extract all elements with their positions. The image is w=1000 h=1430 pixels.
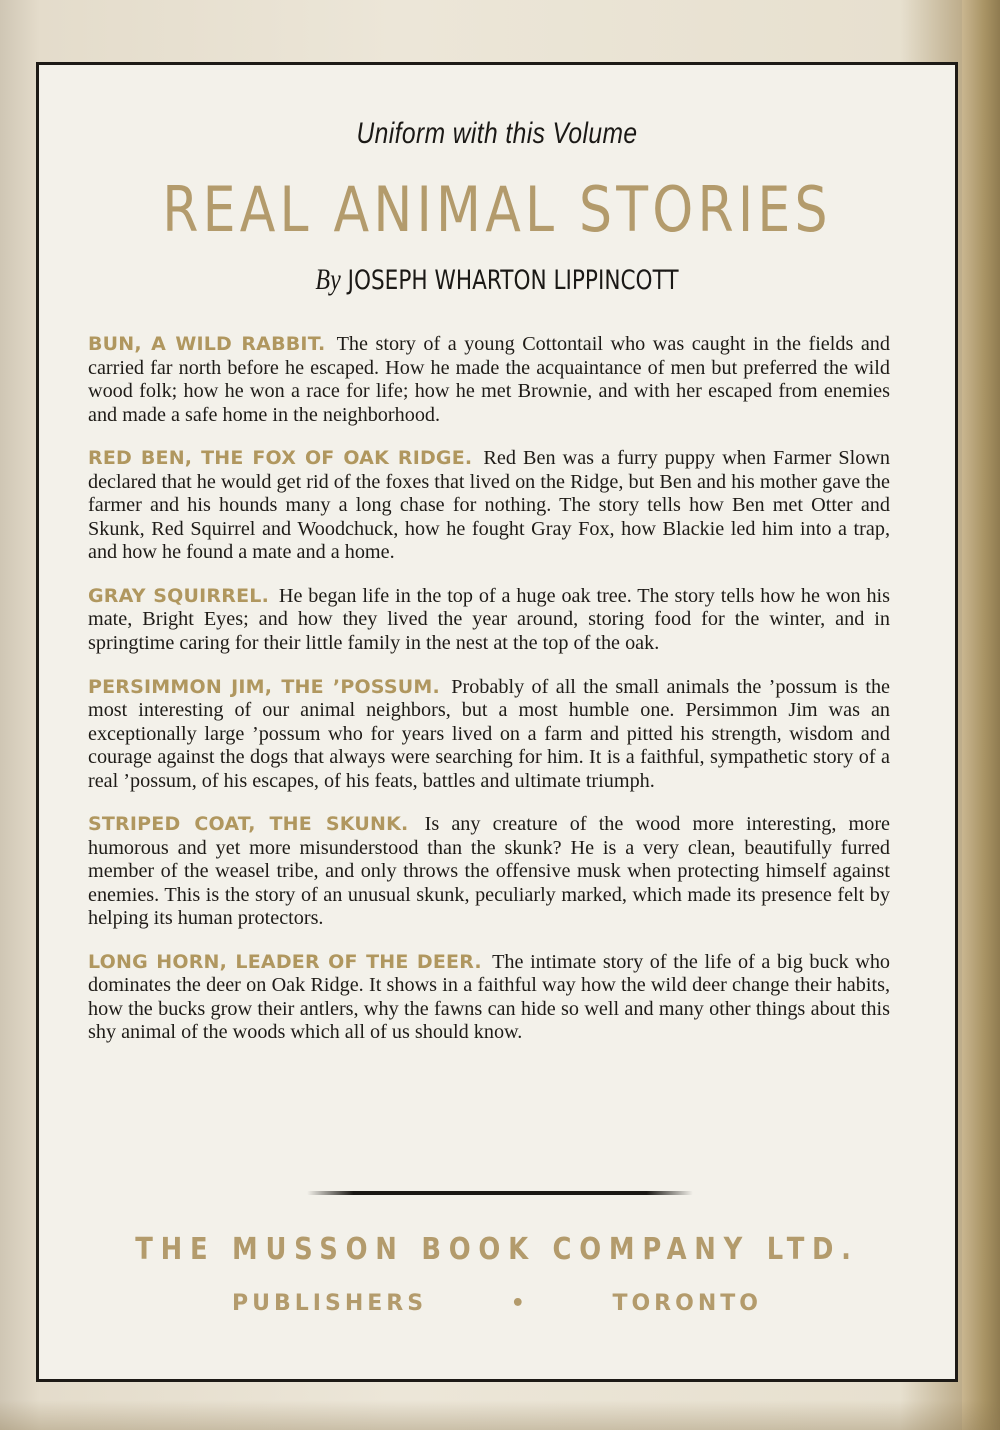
uniform-with-volume-line: Uniform with this Volume xyxy=(356,117,638,150)
book-entry-long-horn xyxy=(88,951,890,1045)
bullet-separator: • xyxy=(510,1291,529,1316)
worn-bottom-edge xyxy=(0,1400,1000,1430)
book-entry-bun xyxy=(88,333,890,427)
book-description: Is any creature of the wood more interesting, more humorous and yet more misunderstood than the skunk? He is a very clean, beautifully furred member of the weasel tribe, and only throws the offensive musk when protecting himself against enemies. This is the story of an unusual skunk, peculiarly marked, which made its presence felt by helping its human protectors. xyxy=(88,813,891,930)
author-byline xyxy=(131,263,864,297)
book-title: BUN, A WILD RABBIT. xyxy=(88,333,326,355)
spine-edge xyxy=(962,0,1000,1430)
book-description: The story of a young Cottontail who was caught in the fields and carried far north before he escaped. How he made the acquaintance of men but preferred the wild wood folk; how he won a race for life; how he met Brownie, and with her escaped from enemies and made a safe home in the neighborhood. xyxy=(88,333,890,426)
city-label: TORONTO xyxy=(612,1291,762,1316)
publisher-name: THE MUSSON BOOK COMPANY LTD. xyxy=(135,1232,859,1267)
by-label: By xyxy=(315,263,341,296)
publishers-label: PUBLISHERS xyxy=(232,1291,428,1316)
book-description: He began life in the top of a huge oak tree. The story tells how he won his mate, Bright Eyes; and how they lived the year around, storing food for the winter, and in springtime caring for their little family in the nest at the top of the oak. xyxy=(88,584,891,654)
book-entry-red-ben xyxy=(88,447,890,565)
book-title: RED BEN, THE FOX OF OAK RIDGE. xyxy=(88,447,473,470)
publisher-imprint xyxy=(39,1291,955,1316)
book-entry-gray-squirrel xyxy=(88,585,890,656)
book-list xyxy=(88,333,890,1061)
book-description: Probably of all the small animals the ’possum is the most interesting of our animal neighbors, but a most humble one. Persimmon Jim was an exceptionally large ’possum who for years lived on a farm and pitted his strength, wisdom and courage against the dogs that always were searching for him. It is a faithful, sympathetic story of a real ’possum, of his escapes, of his feats, battles and ultimate triumph. xyxy=(88,675,890,792)
ornamental-rule xyxy=(307,1191,693,1195)
book-title: GRAY SQUIRREL. xyxy=(88,584,269,607)
book-title: PERSIMMON JIM, THE ’POSSUM. xyxy=(88,675,440,698)
book-title: STRIPED COAT, THE SKUNK. xyxy=(88,813,409,836)
book-title: LONG HORN, LEADER OF THE DEER. xyxy=(88,950,482,973)
author-name: JOSEPH WHARTON LIPPINCOTT xyxy=(347,265,679,296)
book-entry-striped-coat xyxy=(88,813,890,931)
book-entry-persimmon-jim xyxy=(88,676,890,794)
series-title: REAL ANIMAL STORIES xyxy=(162,173,832,246)
bordered-panel xyxy=(36,62,958,1382)
book-description: The intimate story of the life of a big buck who dominates the deer on Oak Ridge. It shows in a faithful way how the wild deer change their habits, how the bucks grow their antlers, why the fawns can hide so well and many other things about this shy animal of the woods which all of us should know. xyxy=(88,950,891,1044)
book-description: Red Ben was a furry puppy when Farmer Slown declared that he would get rid of the foxes that lived on the Ridge, but Ben and his mother gave the farmer and his hounds many a long chase for nothing. The story tells how Ben met Otter and Skunk, Red Squirrel and Woodchuck, how he fought Gray Fox, how Blackie led him into a trap, and how he found a mate and a home. xyxy=(88,447,890,564)
